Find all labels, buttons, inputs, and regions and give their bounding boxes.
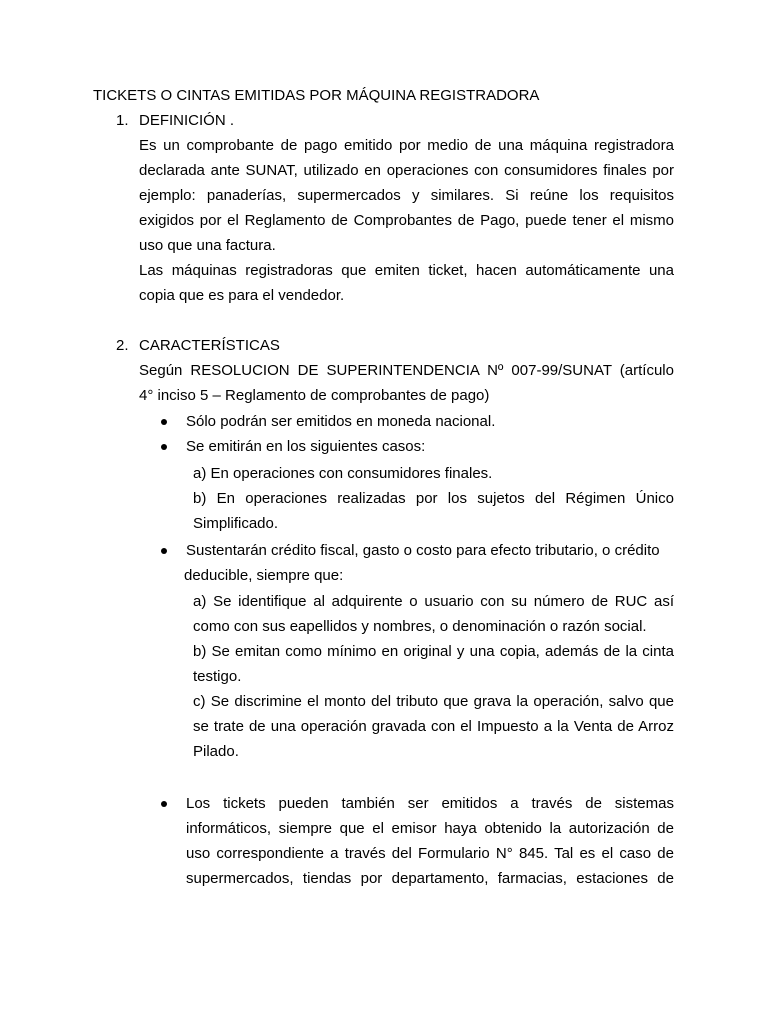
sub-item: c) Se discrimine el monto del tributo que grava la operación, salvo que: [193, 693, 674, 710]
bullet-icon: [161, 801, 167, 807]
bullet-text: uso correspondiente a través del Formulario N° 845. Tal es el caso de: [186, 845, 674, 862]
sub-item: se trate de una operación gravada con el Impuesto a la Venta de Arroz: [193, 718, 674, 735]
document-title: TICKETS O CINTAS EMITIDAS POR MÁQUINA REGISTRADORA: [93, 87, 540, 104]
bullet-text: Sustentarán crédito fiscal, gasto o costo para efecto tributario, o crédito: [186, 542, 660, 559]
bullet-text: supermercados, tiendas por departamento, farmacias, estaciones de: [186, 870, 674, 887]
section-1-heading: DEFINICIÓN .: [139, 112, 235, 129]
bullet-text: informáticos, siempre que el emisor haya obtenido la autorización de: [186, 820, 674, 837]
definition-line: uso que una factura.: [139, 237, 276, 254]
definition-line: ejemplo: panaderías, supermercados y similares. Si reúne los requisitos: [139, 187, 674, 204]
sub-item: testigo.: [193, 668, 242, 685]
bullet-text: Se emitirán en los siguientes casos:: [186, 438, 426, 455]
definition-line: Es un comprobante de pago emitido por medio de una máquina registradora: [139, 137, 674, 154]
section-2-number: 2.: [116, 337, 129, 354]
sub-item: b) Se emitan como mínimo en original y una copia, además de la cinta: [193, 643, 674, 660]
definition-line: Las máquinas registradoras que emiten ticket, hacen automáticamente una: [139, 262, 674, 279]
bullet-text: Los tickets pueden también ser emitidos a través de sistemas: [186, 795, 674, 812]
characteristics-intro: 4° inciso 5 – Reglamento de comprobantes de pago): [139, 387, 490, 404]
definition-line: declarada ante SUNAT, utilizado en operaciones con consumidores finales por: [139, 162, 674, 179]
sub-item: Simplificado.: [193, 515, 279, 532]
definition-line: exigidos por el Reglamento de Comprobantes de Pago, puede tener el mismo: [139, 212, 674, 229]
bullet-icon: [161, 444, 167, 450]
bullet-text: Sólo podrán ser emitidos en moneda nacional.: [186, 413, 496, 430]
section-1-number: 1.: [116, 112, 129, 129]
bullet-text: deducible, siempre que:: [184, 567, 344, 584]
definition-line: copia que es para el vendedor.: [139, 287, 345, 304]
sub-item: a) En operaciones con consumidores finales.: [193, 465, 493, 482]
sub-item: como con sus eapellidos y nombres, o denominación o razón social.: [193, 618, 647, 635]
section-2-heading: CARACTERÍSTICAS: [139, 337, 280, 354]
characteristics-intro: Según RESOLUCION DE SUPERINTENDENCIA Nº 007-99/SUNAT (artículo: [139, 362, 674, 379]
bullet-icon: [161, 548, 167, 554]
sub-item: Pilado.: [193, 743, 239, 760]
sub-item: b) En operaciones realizadas por los sujetos del Régimen Único: [193, 490, 674, 507]
bullet-icon: [161, 419, 167, 425]
sub-item: a) Se identifique al adquirente o usuario con su número de RUC así: [193, 593, 674, 610]
